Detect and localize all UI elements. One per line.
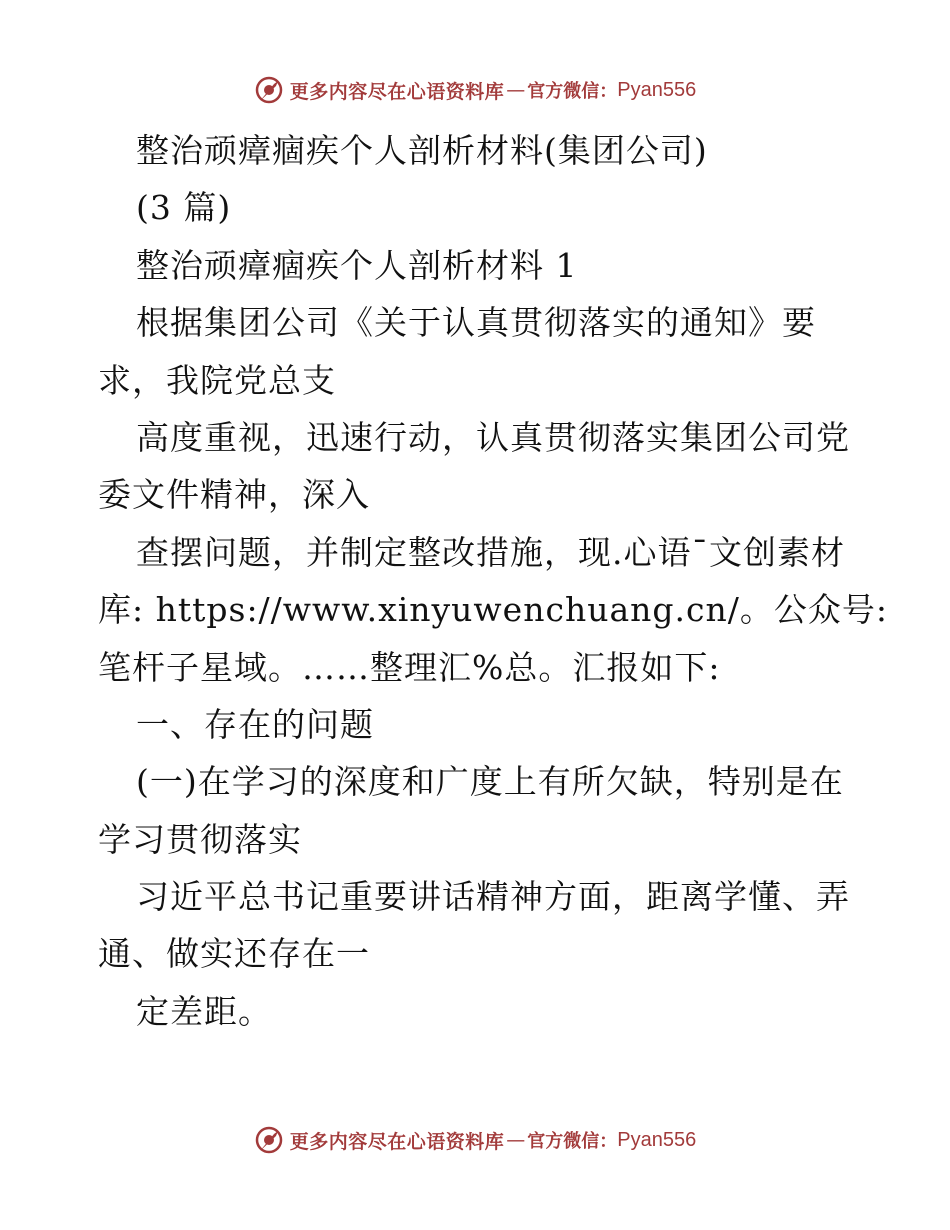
paragraph-line: 委文件精神，深入 — [98, 475, 370, 515]
header-wechat-label: 官方微信： — [527, 81, 618, 102]
document-title: 整治顽瘴痼疾个人剖析材料(集团公司) — [136, 131, 708, 170]
paragraph-line: 习近平总书记重要讲话精神方面，距离学懂、弄 — [136, 877, 850, 917]
paragraph-line: 求，我院党总支 — [98, 360, 336, 400]
document-body — [98, 122, 888, 1040]
paragraph-line: 查摆问题，并制定整改措施，现.心语¯文创素材 — [136, 532, 845, 572]
paragraph-line: 笔杆子星域。……整理汇%总。汇报如下: — [98, 647, 721, 687]
paragraph-line: 学习贯彻落实 — [98, 819, 302, 859]
footer-brand-text: 更多内容尽在心语资料库 — [289, 1130, 505, 1153]
footer-banner — [0, 1120, 950, 1160]
paragraph-line: 通、做实还存在一 — [98, 934, 370, 974]
header-brand-text: 更多内容尽在心语资料库 — [289, 80, 505, 103]
section-heading: 整治顽瘴痼疾个人剖析材料 1 — [136, 245, 578, 285]
header-dash: — — [506, 79, 526, 101]
footer-wechat-account: Pyan556 — [617, 1128, 697, 1151]
paragraph-line: (一)在学习的深度和广度上有所欠缺，特别是在 — [136, 762, 844, 802]
paragraph-line: 定差距。 — [136, 991, 272, 1031]
brand-logo-icon — [254, 1125, 284, 1155]
subsection-heading: 一、存在的问题 — [136, 704, 374, 744]
paragraph-line: 库: https://www.xinyuwenchuang.cn/。公众号: — [98, 590, 888, 630]
footer-wechat-label: 官方微信： — [527, 1131, 618, 1152]
header-wechat-account: Pyan556 — [617, 78, 697, 101]
brand-logo-icon — [254, 75, 284, 105]
header-banner — [0, 70, 950, 110]
paragraph-line: 高度重视，迅速行动，认真贯彻落实集团公司党 — [136, 417, 850, 457]
footer-dash: — — [506, 1129, 526, 1151]
paragraph-line: 根据集团公司《关于认真贯彻落实的通知》要 — [136, 303, 816, 343]
document-subtitle: (3 篇) — [136, 188, 232, 228]
